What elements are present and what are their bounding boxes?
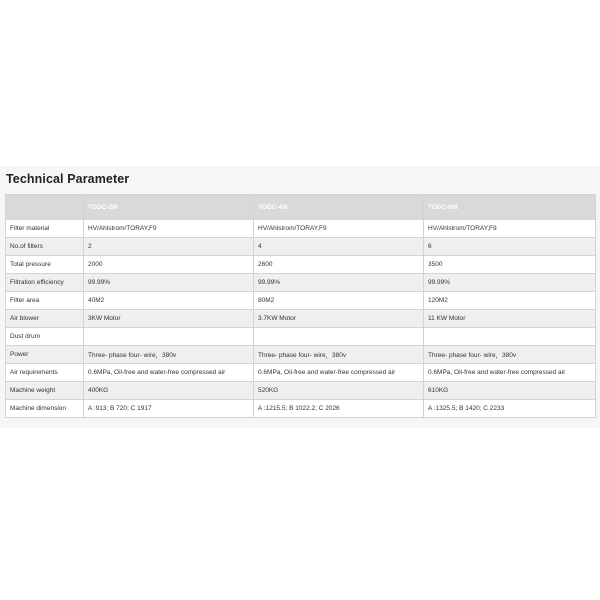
table-cell: 99.99% (254, 274, 424, 292)
table-cell: 4 (254, 238, 424, 256)
table-row (6, 220, 596, 238)
table-cell: 6 (424, 238, 596, 256)
table-cell: Three- phase four- wire，380v (254, 346, 424, 364)
row-label: Machine weight (6, 382, 84, 400)
table-cell: 0.6MPa, Oil-free and water-free compressed air (84, 364, 254, 382)
table-cell: 11 KW Motor (424, 310, 596, 328)
table-row (6, 292, 596, 310)
row-label: Dust drum (6, 328, 84, 346)
table-cell: HV/Ahlstrom/TORAY,F9 (84, 220, 254, 238)
table-cell: 2600 (254, 256, 424, 274)
table-row (6, 238, 596, 256)
table-row (6, 310, 596, 328)
table-cell: 0.6MPa, Oil-free and water-free compressed air (424, 364, 596, 382)
technical-parameter-table (5, 194, 596, 418)
table-row (6, 346, 596, 364)
table-cell: HV/Ahlstrom/TORAY,F9 (254, 220, 424, 238)
row-label: Machine dimension (6, 400, 84, 418)
table-cell: A :913; B 720; C 1917 (84, 400, 254, 418)
table-cell: 99.99% (424, 274, 596, 292)
table-cell: 120M2 (424, 292, 596, 310)
table-cell: 610KG (424, 382, 596, 400)
row-label: Total pressure (6, 256, 84, 274)
row-label: No.of filters (6, 238, 84, 256)
table-cell: A :1215.5; B 1022.2; C 2026 (254, 400, 424, 418)
table-cell: 80M2 (254, 292, 424, 310)
table-row (6, 400, 596, 418)
table-cell: 520KG (254, 382, 424, 400)
table-cell: 3500 (424, 256, 596, 274)
table-cell (424, 328, 596, 346)
table-body (6, 220, 596, 418)
row-label: Filter area (6, 292, 84, 310)
table-cell: 0.6MPa, Oil-free and water-free compressed air (254, 364, 424, 382)
table-cell: A :1325.5; B 1420; C 2233 (424, 400, 596, 418)
table-cell: 2 (84, 238, 254, 256)
header-cell-parameter (6, 195, 84, 220)
row-label: Power (6, 346, 84, 364)
table-row (6, 364, 596, 382)
table-row (6, 328, 596, 346)
table-row (6, 256, 596, 274)
header-cell-todc-6m: TODC-6M (424, 195, 596, 220)
table-cell: HV/Ahlstrom/TORAY,F9 (424, 220, 596, 238)
header-cell-todc-2m: TODC-2M (84, 195, 254, 220)
table-cell: 2000 (84, 256, 254, 274)
table-cell: Three- phase four- wire，380v (84, 346, 254, 364)
row-label: Air blower (6, 310, 84, 328)
table-cell: 3KW Motor (84, 310, 254, 328)
header-cell-todc-4m: TODC-4M (254, 195, 424, 220)
table-cell: 40M2 (84, 292, 254, 310)
table-cell: Three- phase four- wire，380v (424, 346, 596, 364)
table-row (6, 274, 596, 292)
table-cell: 400KG (84, 382, 254, 400)
row-label: Filter material (6, 220, 84, 238)
table-cell: 99.99% (84, 274, 254, 292)
table-row (6, 382, 596, 400)
row-label: Air requirements (6, 364, 84, 382)
table-cell (84, 328, 254, 346)
table-cell: 3.7KW Motor (254, 310, 424, 328)
row-label: Filtration efficiency (6, 274, 84, 292)
table-header-row (6, 195, 596, 220)
section-title: Technical Parameter (6, 172, 130, 186)
table-cell (254, 328, 424, 346)
